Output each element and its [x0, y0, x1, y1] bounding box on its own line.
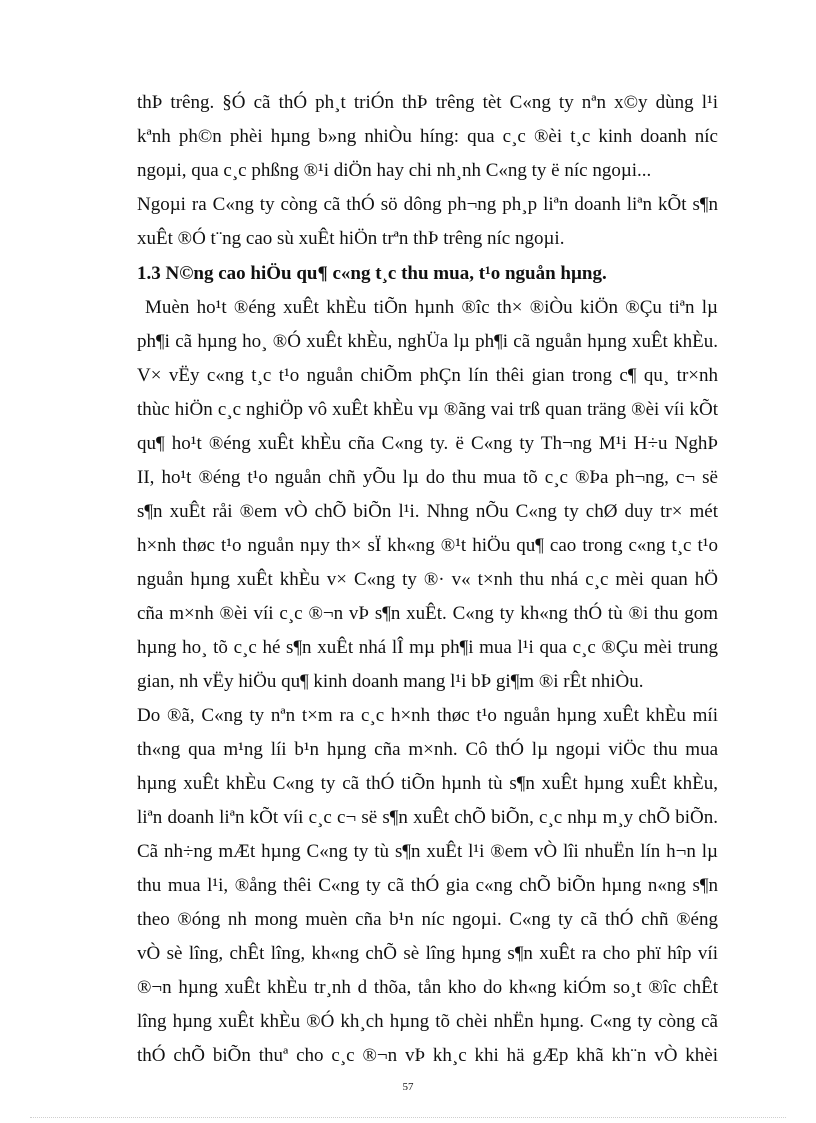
- body-line: ph¶i cã hµng ho¸ ®Ó xuÊt khÈu, nghÜa lµ ph¶i cã nguån hµng xuÊt khÈu.: [137, 331, 718, 352]
- body-line: thÓ chÕ biÕn thuª cho c¸c ®¬n vÞ kh¸c khi hä gÆp khã kh¨n vÒ khèi: [137, 1045, 718, 1066]
- page-number: 57: [402, 1081, 414, 1093]
- body-line: th«ng qua m¹ng líi b¹n hµng cña m×nh. Cô thÓ lµ ngoµi viÖc thu mua: [137, 739, 718, 760]
- body-line: ngoµi, qua c¸c phßng ®¹i diÖn hay chi nh¸nh C«ng ty ë níc ngoµi...: [137, 160, 652, 181]
- body-line: liªn doanh liªn kÕt víi c¸c c¬ së s¶n xuÊt chÕ biÕn, c¸c nhµ m¸y chÕ biÕn.: [137, 807, 718, 828]
- body-line: thùc hiÖn c¸c nghiÖp vô xuÊt khÈu vµ ®ãng vai trß quan träng ®èi víi kÕt: [137, 399, 718, 420]
- body-line: Muèn ho¹t ®éng xuÊt khÈu tiÕn hµnh ®îc th× ®iÒu kiÖn ®Çu tiªn lµ: [145, 297, 718, 318]
- body-line: hµng xuÊt khÈu C«ng ty cã thÓ tiÕn hµnh tù s¶n xuÊt hµng xuÊt khÈu,: [137, 773, 718, 794]
- body-line: qu¶ ho¹t ®éng xuÊt khÈu cña C«ng ty. ë C«ng ty Th¬ng M¹i H÷u NghÞ: [137, 433, 718, 454]
- body-line: lîng hµng xuÊt khÈu ®Ó kh¸ch hµng tõ chèi nhËn hµng. C«ng ty còng cã: [137, 1011, 718, 1032]
- body-line: vÒ sè lîng, chÊt lîng, kh«ng chÕ sè lîng hµng s¶n xuÊt ra cho phï hîp víi: [137, 943, 718, 964]
- body-line: Do ®ã, C«ng ty nªn t×m ra c¸c h×nh thøc t¹o nguån hµng xuÊt khÈu míi: [137, 705, 718, 726]
- body-line: kªnh ph©n phèi hµng b»ng nhiÒu híng: qua c¸c ®èi t¸c kinh doanh níc: [137, 126, 718, 147]
- body-line: s¶n xuÊt råi ®em vÒ chÕ biÕn l¹i. Nhng nÕu C«ng ty chØ duy tr× mét: [137, 501, 718, 522]
- body-line: cña m×nh ®èi víi c¸c ®¬n vÞ s¶n xuÊt. C«ng ty kh«ng thÓ tù ®i thu gom: [137, 603, 718, 624]
- body-line: thu mua l¹i, ®ång thêi C«ng ty cã thÓ gia c«ng chÕ biÕn hµng n«ng s¶n: [137, 875, 718, 896]
- body-line: V× vËy c«ng t¸c t¹o nguån chiÕm phÇn lín thêi gian trong c¶ qu¸ tr×nh: [137, 365, 718, 386]
- body-line: Ngoµi ra C«ng ty còng cã thÓ sö dông ph¬ng ph¸p liªn doanh liªn kÕt s¶n: [137, 194, 718, 215]
- body-line: hµng ho¸ tõ c¸c hé s¶n xuÊt nhá lÎ mµ ph¶i mua l¹i qua c¸c ®Çu mèi trung: [137, 637, 718, 658]
- body-line: gian, nh vËy hiÖu qu¶ kinh doanh mang l¹i bÞ gi¶m ®i rÊt nhiÒu.: [137, 671, 644, 692]
- body-line: xuÊt ®Ó t¨ng cao sù xuÊt hiÖn trªn thÞ trêng níc ngoµi.: [137, 228, 565, 249]
- body-line: ®¬n hµng xuÊt khÈu tr¸nh d thõa, tån kho do kh«ng kiÓm so¸t ®îc chÊt: [137, 977, 718, 998]
- body-line: thÞ trêng. §Ó cã thÓ ph¸t triÓn thÞ trêng tèt C«ng ty nªn x©y dùng l¹i: [137, 92, 718, 113]
- body-line: II, ho¹t ®éng t¹o nguån chñ yÕu lµ do thu mua tõ c¸c ®Þa ph¬ng, c¬ së: [137, 467, 718, 488]
- page-bottom-divider: [30, 1117, 786, 1118]
- body-line: h×nh thøc t¹o nguån nµy th× sÏ kh«ng ®¹t hiÖu qu¶ cao trong c«ng t¸c t¹o: [137, 535, 718, 556]
- section-heading: 1.3 N©ng cao hiÖu qu¶ c«ng t¸c thu mua, t¹o nguån hµng.: [137, 263, 607, 284]
- body-line: theo ®óng nh mong muèn cña b¹n níc ngoµi. C«ng ty cã thÓ chñ ®éng: [137, 909, 718, 930]
- body-line: nguån hµng xuÊt khÈu v× C«ng ty ®· v« t×nh thu nhá c¸c mèi quan hÖ: [137, 569, 718, 590]
- body-line: Cã nh÷ng mÆt hµng C«ng ty tù s¶n xuÊt l¹i ®em vÒ lîi nhuËn lín h¬n lµ: [137, 841, 718, 862]
